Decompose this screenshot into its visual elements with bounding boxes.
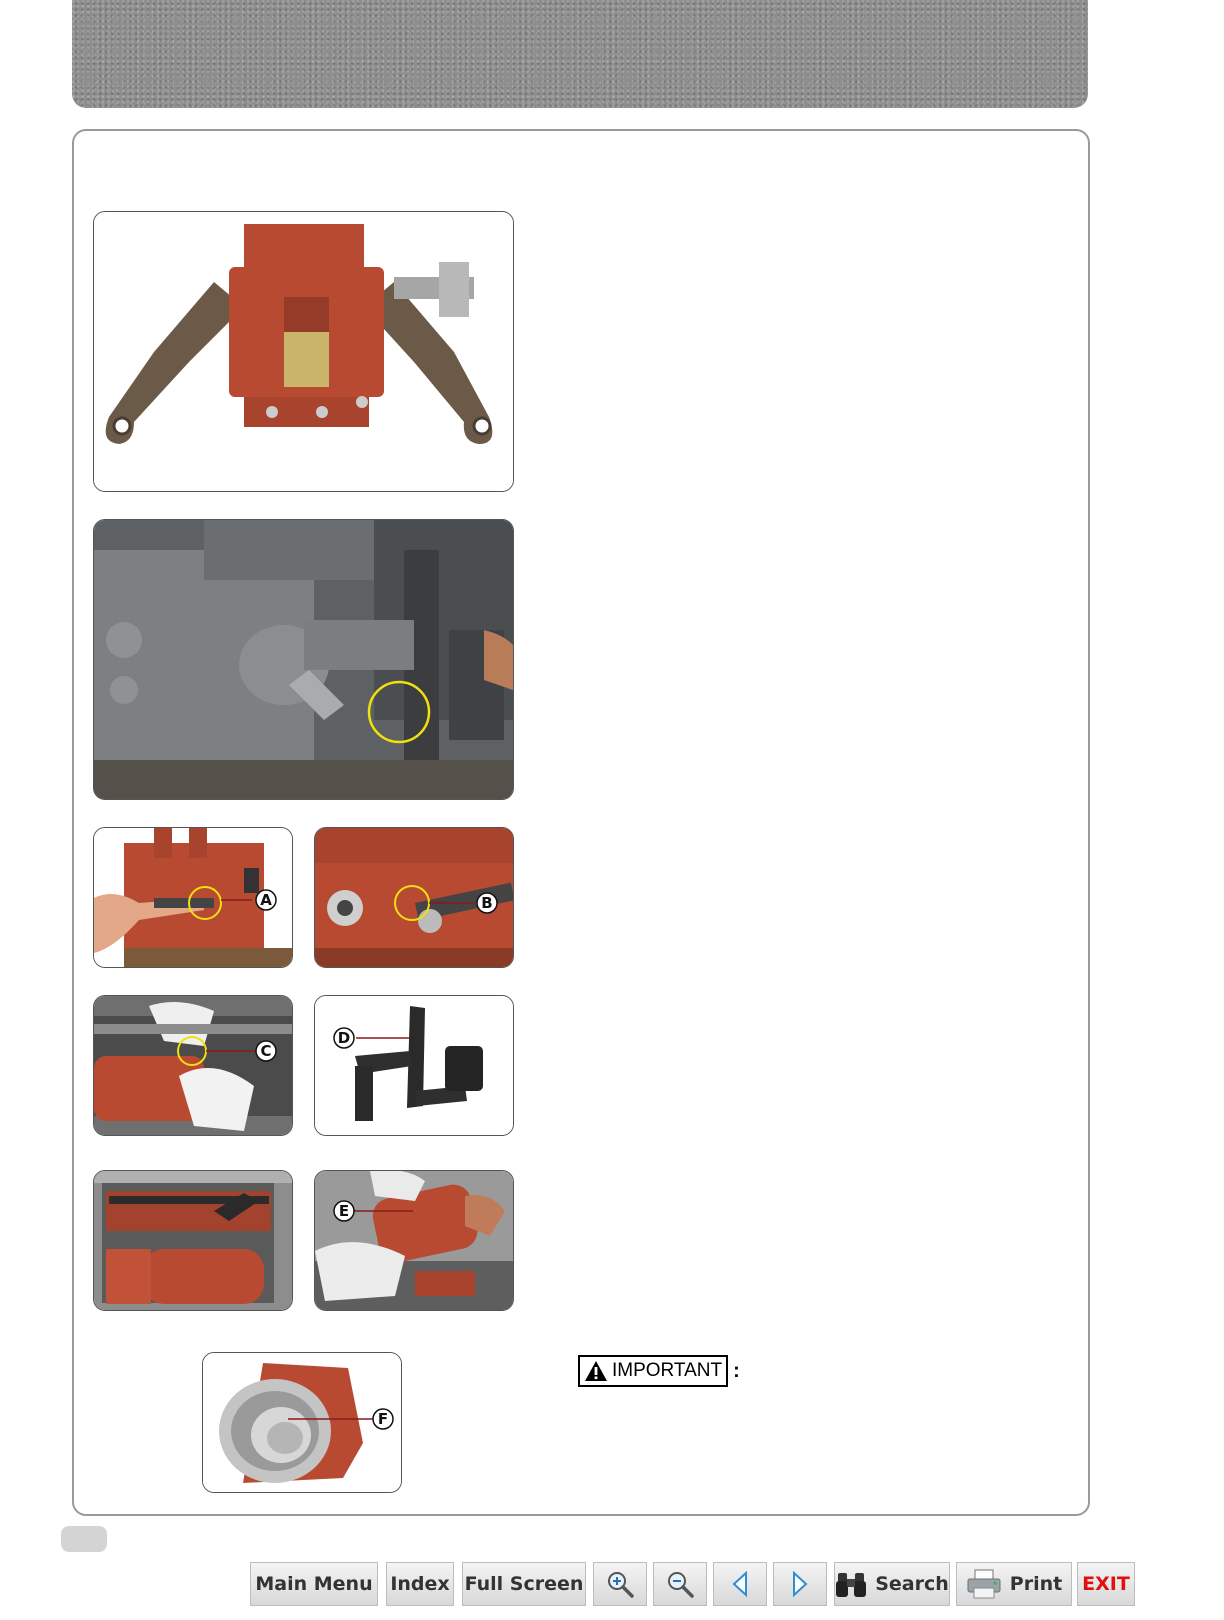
zoom-out-icon <box>665 1569 695 1599</box>
index-button[interactable] <box>386 1562 454 1606</box>
full-screen-label: Full Screen <box>464 1573 584 1595</box>
printer-icon <box>966 1568 1002 1600</box>
photo-callout-d <box>314 995 514 1136</box>
photo-callout-f <box>202 1352 402 1493</box>
callout-a-illustration <box>94 828 292 967</box>
next-page-icon <box>789 1570 811 1598</box>
bottom-toolbar <box>0 1562 1224 1608</box>
main-menu-label: Main Menu <box>255 1573 373 1595</box>
photo-callout-b <box>314 827 514 968</box>
callout-label-e: E <box>338 1202 350 1220</box>
zoom-in-icon <box>605 1569 635 1599</box>
important-label: IMPORTANT <box>612 1360 723 1381</box>
binoculars-icon <box>835 1569 867 1599</box>
search-label: Search <box>875 1573 949 1595</box>
previous-page-button[interactable] <box>713 1562 767 1606</box>
callout-label-c: C <box>260 1042 272 1060</box>
important-label-box <box>578 1355 728 1387</box>
page-header-band <box>72 0 1088 108</box>
search-button[interactable] <box>834 1562 950 1606</box>
exit-button[interactable] <box>1077 1562 1135 1606</box>
lift-housing-illustration <box>94 212 513 491</box>
important-notice <box>578 1355 740 1387</box>
warning-triangle-icon <box>584 1360 608 1382</box>
print-button[interactable] <box>956 1562 1072 1606</box>
callout-b-illustration <box>315 828 513 967</box>
exit-label: EXIT <box>1082 1573 1130 1595</box>
callout-label-b: B <box>481 894 493 912</box>
tractor-rear-illustration <box>94 520 513 799</box>
callout-e-illustration <box>315 1171 513 1310</box>
photo-tractor-rear <box>93 519 514 800</box>
callout-c-illustration <box>94 996 292 1135</box>
index-label: Index <box>390 1573 450 1595</box>
zoom-out-button[interactable] <box>653 1562 707 1606</box>
callout-label-f: F <box>377 1410 389 1428</box>
print-label: Print <box>1009 1573 1063 1595</box>
important-colon: : <box>733 1359 740 1382</box>
housing-piston-illustration <box>94 1171 292 1310</box>
previous-page-icon <box>729 1570 751 1598</box>
photo-callout-c <box>93 995 293 1136</box>
photo-callout-e <box>314 1170 514 1311</box>
photo-housing-piston <box>93 1170 293 1311</box>
callout-label-a: A <box>260 891 272 909</box>
next-page-button[interactable] <box>773 1562 827 1606</box>
callout-d-illustration <box>315 996 513 1135</box>
zoom-in-button[interactable] <box>593 1562 647 1606</box>
callout-f-illustration <box>203 1353 401 1492</box>
main-menu-button[interactable] <box>250 1562 378 1606</box>
page-number-tab <box>61 1526 107 1552</box>
full-screen-button[interactable] <box>462 1562 586 1606</box>
photo-callout-a <box>93 827 293 968</box>
photo-lift-housing-assembly <box>93 211 514 492</box>
callout-label-d: D <box>337 1029 351 1047</box>
